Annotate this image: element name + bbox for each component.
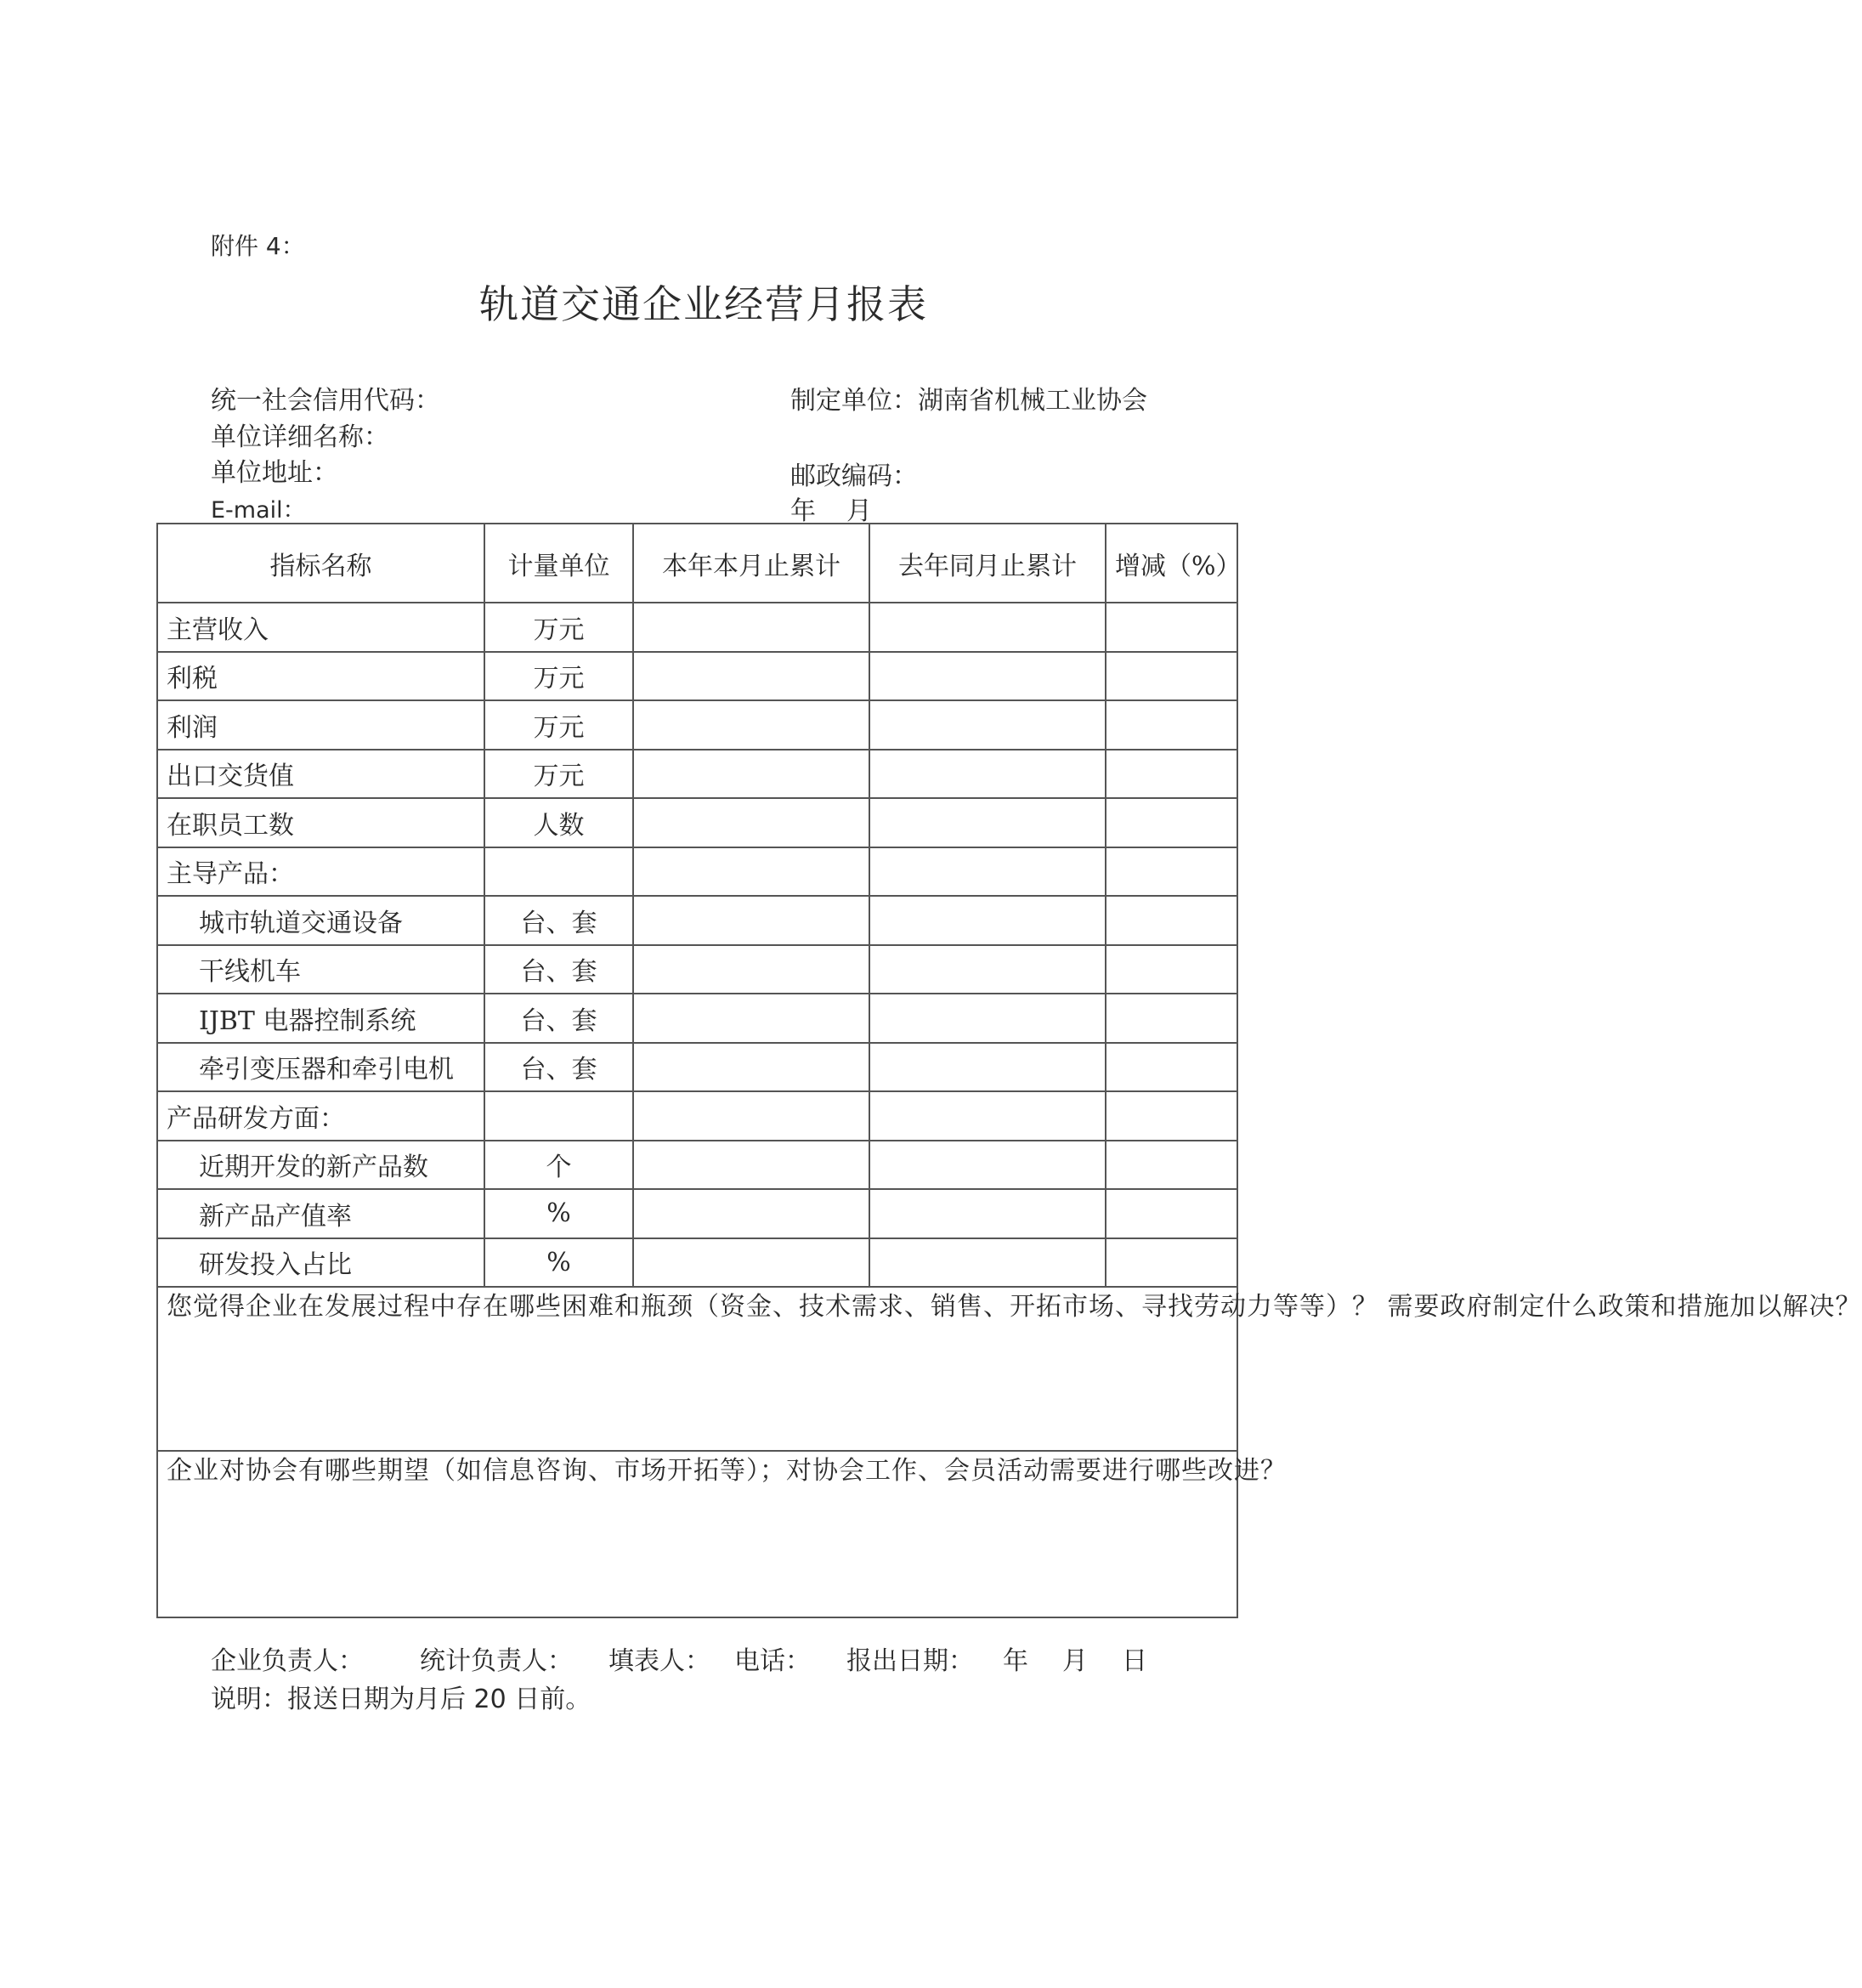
last-year-cell[interactable] <box>869 603 1106 652</box>
phone-label: 电话： <box>734 1646 811 1676</box>
unit-name-label: 单位详细名称： <box>211 422 389 452</box>
last-year-cell[interactable] <box>869 700 1106 750</box>
change-cell[interactable] <box>1106 603 1237 652</box>
change-cell[interactable] <box>1106 1141 1237 1190</box>
table-row <box>157 1141 1237 1190</box>
table-row <box>157 994 1237 1043</box>
last-year-cell[interactable] <box>869 994 1106 1043</box>
current-cell[interactable] <box>633 847 869 897</box>
footer-day: 日 <box>1122 1646 1147 1676</box>
last-year-cell[interactable] <box>869 896 1106 945</box>
table-row <box>157 945 1237 994</box>
change-cell[interactable] <box>1106 1238 1237 1288</box>
indicator-name: 出口交货值 <box>157 750 484 799</box>
last-year-cell[interactable] <box>869 1141 1106 1190</box>
indicator-name: 在职员工数 <box>157 798 484 847</box>
current-cell[interactable] <box>633 750 869 799</box>
postcode-label: 邮政编码： <box>790 462 918 491</box>
change-cell[interactable] <box>1106 945 1237 994</box>
table-row <box>157 652 1237 701</box>
indicator-name: 利润 <box>157 700 484 750</box>
current-cell[interactable] <box>633 1189 869 1238</box>
last-year-cell[interactable] <box>869 1091 1106 1141</box>
address-label: 单位地址： <box>211 458 338 488</box>
difficulties-question[interactable]: 您觉得企业在发展过程中存在哪些困难和瓶颈（资金、技术需求、销售、开拓市场、寻找劳动力等等）？ 需要政府制定什么政策和措施加以解决？ <box>157 1287 1237 1451</box>
change-cell[interactable] <box>1106 798 1237 847</box>
note-prefix: 说明：报送日期为月后 <box>211 1685 466 1714</box>
current-cell[interactable] <box>633 652 869 701</box>
last-year-cell[interactable] <box>869 1043 1106 1092</box>
indicator-unit: 万元 <box>484 603 633 652</box>
indicator-name: 利税 <box>157 652 484 701</box>
indicator-unit: 个 <box>484 1141 633 1190</box>
change-cell[interactable] <box>1106 896 1237 945</box>
submission-note <box>211 1678 591 1715</box>
indicator-name: 主营收入 <box>157 603 484 652</box>
change-cell[interactable] <box>1106 847 1237 897</box>
column-header: 增减（%） <box>1106 524 1237 603</box>
indicator-name: 城市轨道交通设备 <box>157 896 484 945</box>
indicator-unit: % <box>484 1189 633 1238</box>
change-cell[interactable] <box>1106 700 1237 750</box>
indicator-unit: 万元 <box>484 700 633 750</box>
current-cell[interactable] <box>633 945 869 994</box>
current-cell[interactable] <box>633 798 869 847</box>
current-cell[interactable] <box>633 896 869 945</box>
change-cell[interactable] <box>1106 1091 1237 1141</box>
section-heading: 主导产品： <box>157 847 484 897</box>
report-table <box>156 523 1862 1618</box>
indicator-name: 牵引变压器和牵引电机 <box>157 1043 484 1092</box>
indicator-unit: 人数 <box>484 798 633 847</box>
indicator-unit: 台、套 <box>484 896 633 945</box>
indicator-name: 研发投入占比 <box>157 1238 484 1288</box>
current-cell[interactable] <box>633 994 869 1043</box>
page-title: 轨道交通企业经营月报表 <box>479 281 928 327</box>
change-cell[interactable] <box>1106 1043 1237 1092</box>
table-row <box>157 896 1237 945</box>
note-days: 20 <box>473 1685 507 1714</box>
footer-year: 年 <box>1003 1646 1028 1676</box>
indicator-unit: 台、套 <box>484 994 633 1043</box>
last-year-cell[interactable] <box>869 1238 1106 1288</box>
current-cell[interactable] <box>633 700 869 750</box>
indicator-name: 新产品产值率 <box>157 1189 484 1238</box>
indicator-unit <box>484 847 633 897</box>
credit-code-label: 统一社会信用代码： <box>211 386 440 416</box>
table-row <box>157 750 1237 799</box>
email-label: E-mail： <box>211 497 306 524</box>
indicator-name: 近期开发的新产品数 <box>157 1141 484 1190</box>
change-cell[interactable] <box>1106 1189 1237 1238</box>
indicator-unit: 台、套 <box>484 1043 633 1092</box>
signature-line <box>211 1640 1147 1677</box>
last-year-cell[interactable] <box>869 847 1106 897</box>
table-row <box>157 1091 1237 1141</box>
current-cell[interactable] <box>633 1238 869 1288</box>
table-row <box>157 1238 1237 1288</box>
stats-leader-label: 统计负责人： <box>420 1646 573 1676</box>
current-cell[interactable] <box>633 1043 869 1092</box>
table-row <box>157 1043 1237 1092</box>
note-suffix: 日前。 <box>514 1685 591 1714</box>
table-row <box>157 603 1237 652</box>
filler-label: 填表人： <box>608 1646 710 1676</box>
table-row <box>157 1189 1237 1238</box>
question-row <box>157 1451 1237 1617</box>
question-row <box>157 1287 1237 1451</box>
current-cell[interactable] <box>633 603 869 652</box>
current-cell[interactable] <box>633 1141 869 1190</box>
indicator-name: IJBT 电器控制系统 <box>157 994 484 1043</box>
issuer-label: 制定单位：湖南省机械工业协会 <box>790 386 1147 416</box>
expectations-question[interactable]: 企业对协会有哪些期望（如信息咨询、市场开拓等）；对协会工作、会员活动需要进行哪些改进？ <box>157 1451 1237 1617</box>
indicator-unit: 万元 <box>484 750 633 799</box>
indicator-unit: 万元 <box>484 652 633 701</box>
last-year-cell[interactable] <box>869 750 1106 799</box>
column-header: 计量单位 <box>484 524 633 603</box>
indicator-unit <box>484 1091 633 1141</box>
year-label: 年 <box>790 496 816 526</box>
change-cell[interactable] <box>1106 994 1237 1043</box>
table-row <box>157 847 1237 897</box>
table-row <box>157 700 1237 750</box>
change-cell[interactable] <box>1106 750 1237 799</box>
column-header: 本年本月止累计 <box>633 524 869 603</box>
report-date-label: 报出日期： <box>846 1646 974 1676</box>
indicator-unit: 台、套 <box>484 945 633 994</box>
last-year-cell[interactable] <box>869 652 1106 701</box>
current-cell[interactable] <box>633 1091 869 1141</box>
last-year-cell[interactable] <box>869 945 1106 994</box>
last-year-cell[interactable] <box>869 1189 1106 1238</box>
year-month-label <box>790 490 872 527</box>
indicator-name: 干线机车 <box>157 945 484 994</box>
indicator-unit: % <box>484 1238 633 1288</box>
table-row <box>157 798 1237 847</box>
attachment-label: 附件 4： <box>211 232 305 260</box>
column-header: 去年同月止累计 <box>869 524 1106 603</box>
footer-month: 月 <box>1062 1646 1088 1676</box>
table-header-row <box>157 524 1237 603</box>
leader-label: 企业负责人： <box>211 1646 364 1676</box>
month-label: 月 <box>846 496 872 526</box>
last-year-cell[interactable] <box>869 798 1106 847</box>
section-heading: 产品研发方面： <box>157 1091 484 1141</box>
column-header: 指标名称 <box>157 524 484 603</box>
change-cell[interactable] <box>1106 652 1237 701</box>
